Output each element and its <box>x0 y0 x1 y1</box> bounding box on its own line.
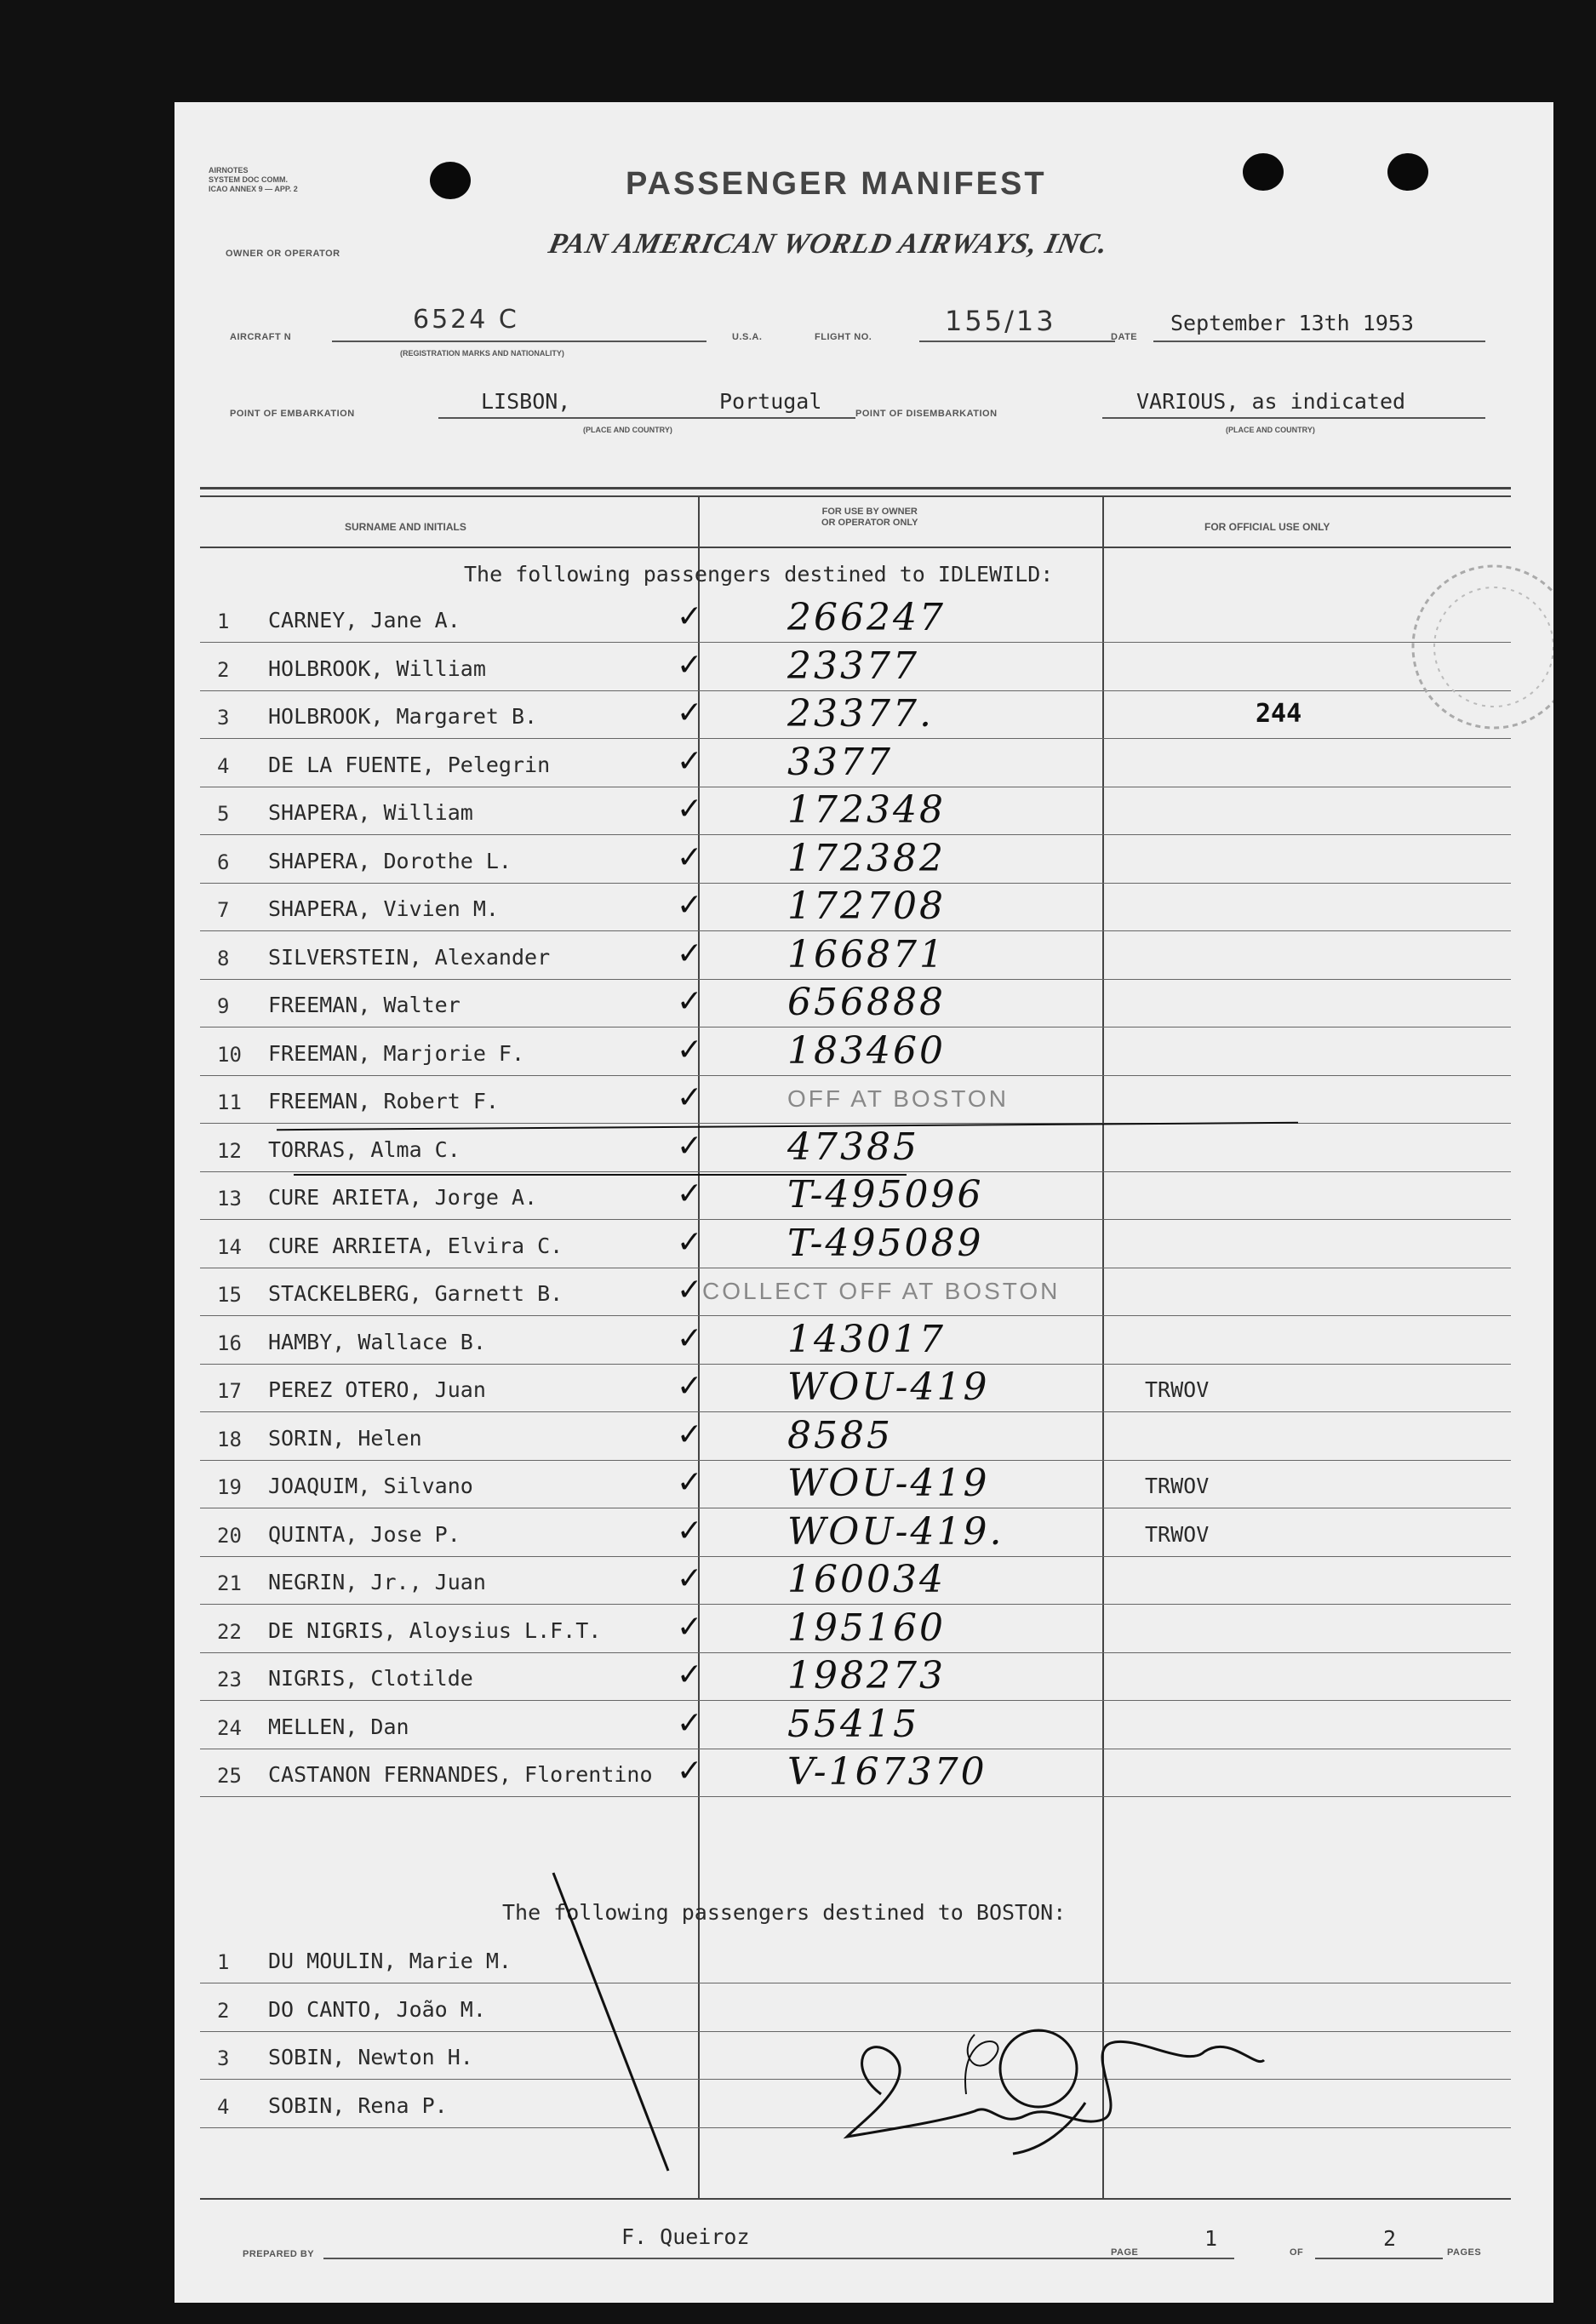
row-number: 10 <box>217 1042 242 1067</box>
passenger-name: CARNEY, Jane A. <box>268 608 460 633</box>
row-number: 21 <box>217 1571 242 1595</box>
passenger-name: DE NIGRIS, Aloysius L.F.T. <box>268 1617 602 1643</box>
passenger-name: HOLBROOK, Margaret B. <box>268 704 538 729</box>
embark-country: Portugal <box>719 389 822 414</box>
check-mark-icon: ✓ <box>677 743 703 779</box>
check-mark-icon: ✓ <box>677 1369 703 1404</box>
ticket-number: 172348 <box>787 788 946 832</box>
row-number: 4 <box>217 753 230 778</box>
official-note: 244 <box>1256 699 1302 729</box>
passenger-name: SHAPERA, Dorothe L. <box>268 848 512 873</box>
date-label: DATE <box>1111 332 1138 342</box>
col-header-owner-use: FOR USE BY OWNER OR OPERATOR ONLY <box>821 507 918 528</box>
row-number: 3 <box>217 2046 230 2070</box>
place-note: (PLACE AND COUNTRY) <box>583 426 672 434</box>
row-number: 12 <box>217 1138 242 1163</box>
row-number: 6 <box>217 850 230 874</box>
ticket-number: 3377 <box>787 740 893 784</box>
ticket-number: 23377. <box>787 692 934 736</box>
row-number: 3 <box>217 706 230 730</box>
check-mark-icon: ✓ <box>677 1561 703 1596</box>
passenger-name: SORIN, Helen <box>268 1425 422 1451</box>
row-number: 13 <box>217 1187 242 1211</box>
row-number: 25 <box>217 1764 242 1788</box>
page-total: 2 <box>1383 2226 1397 2251</box>
check-mark-icon: ✓ <box>677 984 703 1019</box>
date-value: September 13th 1953 <box>1170 311 1414 335</box>
check-mark-icon: ✓ <box>677 1657 703 1692</box>
check-mark-icon: ✓ <box>677 1417 703 1452</box>
ticket-number: 172708 <box>787 884 946 928</box>
passenger-name: STACKELBERG, Garnett B. <box>268 1281 563 1306</box>
ticket-number: T-495089 <box>787 1221 984 1265</box>
ticket-number: 47385 <box>787 1125 919 1169</box>
section-heading-idlewild: The following passengers destined to IDLEWILD: <box>464 562 1054 587</box>
owner-label: OWNER OR OPERATOR <box>226 249 340 259</box>
check-mark-icon: ✓ <box>677 1320 703 1356</box>
passenger-name: FREEMAN, Walter <box>268 993 460 1017</box>
passenger-name: FREEMAN, Robert F. <box>268 1089 499 1113</box>
ticket-number: T-495096 <box>787 1173 984 1216</box>
check-mark-icon: ✓ <box>677 839 703 875</box>
ticket-number: 143017 <box>787 1317 946 1361</box>
check-mark-icon: ✓ <box>677 1176 703 1211</box>
page-title: PASSENGER MANIFEST <box>626 166 1047 202</box>
usa-label: U.S.A. <box>732 332 763 342</box>
aircraft-value: 6524 C <box>413 305 519 335</box>
row-number: 18 <box>217 1427 242 1451</box>
passenger-name: PEREZ OTERO, Juan <box>268 1377 486 1402</box>
row-number: 16 <box>217 1331 242 1355</box>
disembark-value: VARIOUS, as indicated <box>1136 389 1406 414</box>
cancel-stroke <box>174 102 1553 2303</box>
passenger-name: TORRAS, Alma C. <box>268 1136 460 1162</box>
registration-note: (REGISTRATION MARKS AND NATIONALITY) <box>400 349 564 358</box>
passenger-name: HAMBY, Wallace B. <box>268 1329 486 1354</box>
passenger-name: JOAQUIM, Silvano <box>268 1474 473 1498</box>
passenger-name: CURE ARRIETA, Elvira C. <box>268 1233 563 1258</box>
passenger-name: QUINTA, Jose P. <box>268 1521 460 1547</box>
row-number: 7 <box>217 898 230 922</box>
ticket-number: WOU-419 <box>787 1462 990 1505</box>
manifest-page <box>174 102 1553 2303</box>
col-header-surname: SURNAME AND INITIALS <box>345 521 466 533</box>
embark-label: POINT OF EMBARKATION <box>230 409 355 419</box>
check-mark-icon: ✓ <box>677 1273 703 1308</box>
check-mark-icon: ✓ <box>677 1465 703 1500</box>
passenger-name: DE LA FUENTE, Pelegrin <box>268 752 551 777</box>
row-number: 22 <box>217 1619 242 1644</box>
check-mark-icon: ✓ <box>677 1609 703 1645</box>
ticket-number: OFF AT BOSTON <box>787 1085 1009 1112</box>
check-mark-icon: ✓ <box>677 1128 703 1164</box>
passenger-name: FREEMAN, Marjorie F. <box>268 1040 525 1066</box>
ticket-number: 195160 <box>787 1606 946 1650</box>
signature <box>830 2001 1273 2171</box>
page-number: 1 <box>1204 2226 1218 2251</box>
check-mark-icon: ✓ <box>677 1754 703 1789</box>
passenger-name: HOLBROOK, William <box>268 655 486 681</box>
ticket-number: V-167370 <box>787 1750 987 1794</box>
row-number: 1 <box>217 1950 230 1974</box>
ticket-number: 183460 <box>787 1028 946 1073</box>
col-header-official: FOR OFFICIAL USE ONLY <box>1204 521 1330 533</box>
passenger-name: MELLEN, Dan <box>268 1714 409 1739</box>
ticket-number: 198273 <box>787 1654 946 1697</box>
ticket-number: COLLECT OFF AT BOSTON <box>702 1278 1061 1304</box>
row-number: 1 <box>217 610 230 633</box>
official-note: TRWOV <box>1145 1377 1210 1402</box>
row-number: 2 <box>217 1998 230 2023</box>
check-mark-icon: ✓ <box>677 1080 703 1115</box>
ticket-number: 172382 <box>787 836 946 880</box>
check-mark-icon: ✓ <box>677 1705 703 1741</box>
prepared-by: F. Queiroz <box>621 2224 750 2249</box>
flight-value: 155/13 <box>945 305 1056 337</box>
check-mark-icon: ✓ <box>677 888 703 923</box>
check-mark-icon: ✓ <box>677 792 703 827</box>
row-number: 11 <box>217 1090 242 1114</box>
row-number: 9 <box>217 994 230 1018</box>
passenger-name: DO CANTO, João M. <box>268 1996 486 2022</box>
ticket-number: WOU-419. <box>787 1509 1004 1554</box>
aircraft-label: AIRCRAFT N <box>230 332 292 342</box>
prepared-label: PREPARED BY <box>243 2249 315 2259</box>
check-mark-icon: ✓ <box>677 599 703 634</box>
row-number: 14 <box>217 1234 242 1259</box>
row-number: 4 <box>217 2094 230 2119</box>
check-mark-icon: ✓ <box>677 695 703 730</box>
ticket-number: WOU-419 <box>787 1365 990 1409</box>
passenger-name: SOBIN, Newton H. <box>268 2045 473 2069</box>
passenger-name: DU MOULIN, Marie M. <box>268 1949 512 1973</box>
place-note: (PLACE AND COUNTRY) <box>1226 426 1315 434</box>
check-mark-icon: ✓ <box>677 647 703 683</box>
official-note: TRWOV <box>1145 1474 1210 1498</box>
passenger-name: NIGRIS, Clotilde <box>268 1666 473 1691</box>
passenger-name: SOBIN, Rena P. <box>268 2092 448 2118</box>
section-heading-boston: The following passengers destined to BOSTON: <box>502 1900 1067 1925</box>
row-number: 8 <box>217 946 230 970</box>
check-mark-icon: ✓ <box>677 1513 703 1548</box>
ticket-number: 55415 <box>787 1702 919 1746</box>
row-number: 19 <box>217 1475 242 1499</box>
row-number: 15 <box>217 1283 242 1307</box>
row-number: 5 <box>217 802 230 826</box>
passenger-name: CASTANON FERNANDES, Florentino <box>268 1762 653 1787</box>
row-number: 20 <box>217 1523 242 1548</box>
passenger-name: CURE ARIETA, Jorge A. <box>268 1185 538 1210</box>
passenger-name: SHAPERA, William <box>268 800 473 825</box>
row-number: 23 <box>217 1668 242 1691</box>
receipt-stamp <box>1400 545 1553 749</box>
flight-label: FLIGHT NO. <box>815 332 872 342</box>
passenger-name: SHAPERA, Vivien M. <box>268 896 499 921</box>
check-mark-icon: ✓ <box>677 1224 703 1260</box>
owner-name: PAN AMERICAN WORLD AIRWAYS, INC. <box>546 228 1112 260</box>
check-mark-icon: ✓ <box>677 1032 703 1068</box>
pages-label: PAGES <box>1447 2247 1482 2258</box>
official-note: TRWOV <box>1145 1521 1210 1547</box>
of-label: OF <box>1290 2247 1304 2258</box>
ticket-number: 166871 <box>787 932 946 976</box>
ticket-number: 8585 <box>787 1413 893 1457</box>
ticket-number: 656888 <box>787 981 946 1024</box>
row-number: 24 <box>217 1715 242 1740</box>
disembark-label: POINT OF DISEMBARKATION <box>855 409 998 419</box>
ticket-number: 266247 <box>787 596 946 639</box>
page-label: PAGE <box>1111 2247 1139 2258</box>
form-code: AIRNOTES SYSTEM DOC COMM. ICAO ANNEX 9 — APP. 2 <box>209 166 298 193</box>
passenger-name: SILVERSTEIN, Alexander <box>268 944 551 970</box>
ticket-number: 160034 <box>787 1558 946 1601</box>
row-number: 17 <box>217 1379 242 1403</box>
row-number: 2 <box>217 657 230 682</box>
passenger-name: NEGRIN, Jr., Juan <box>268 1570 486 1594</box>
embark-city: LISBON, <box>481 389 571 414</box>
ticket-number: 23377 <box>787 644 919 688</box>
check-mark-icon: ✓ <box>677 936 703 971</box>
